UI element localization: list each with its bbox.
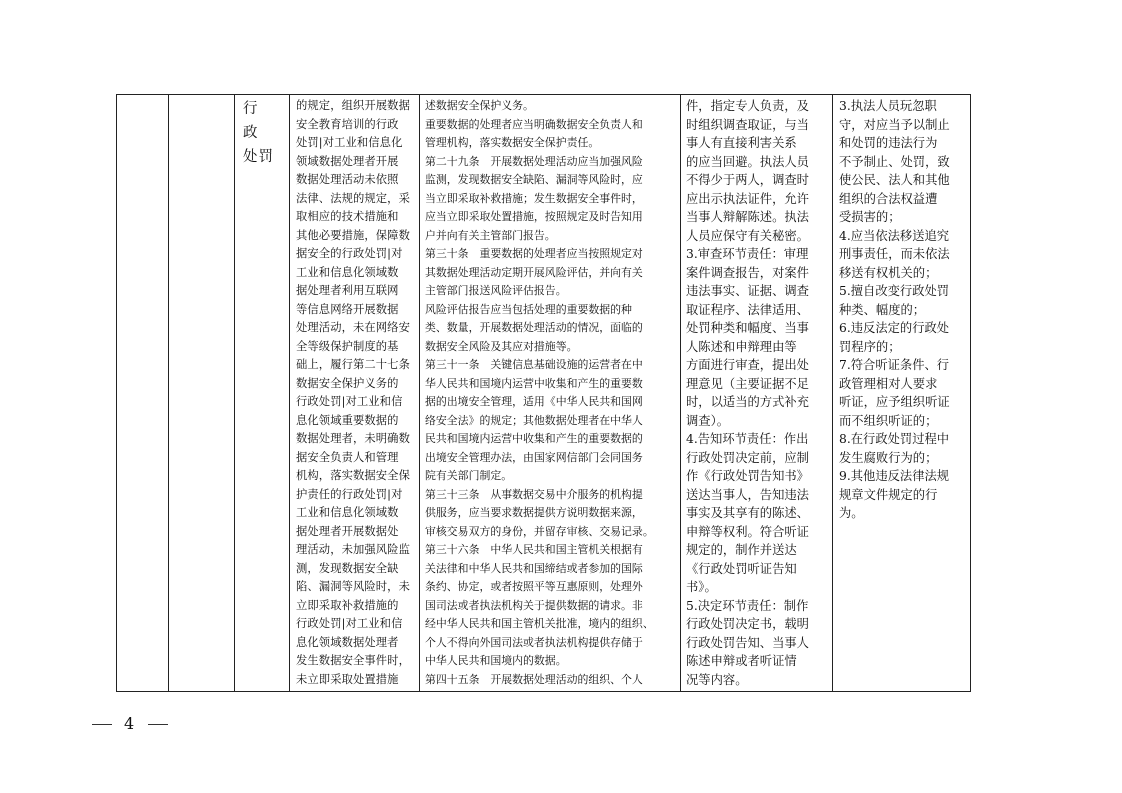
legal-basis-text: 述数据安全保护义务。 重要数据的处理者应当明确数据安全负责人和 管理机构，落实数据安全保护责任。 第二十九条 开展数据处理活动应当加强风险 监测，发现数据安全缺陷、漏洞等风险时，应 当立即采取补救措施；发生数据安全事件时， 应当立即采取处置措施，按照规定及时告知用 户并向有关主管部门报告。 第三十条 重要数据的处理者应当按照规定对 其数据处理活动定期开展风险评估，并向有关 主管部门报送风险评估报告。 风险评估报告应当包括处理的重要数据的种 类、数量，开展数据处理活动的情况，面临的 数据安全风险及其应对措施等。 第三十一条 关键信息基础设施的运营者在中 华人民共和国境内运营中收集和产生的重要数 据的出境安全管理，适用《中华人民共和国网 络安全法》的规定；其他数据处理者在中华人 民共和国境内运营中收集和产生的重要数据的 出境安全管理办法，由国家网信部门会同国务 院有关部门制定。 第三十三条 从事数据交易中介服务的机构提 供服务，应当要求数据提供方说明数据来源， 审核交易双方的身份，并留存审核、交易记录。 第三十六条 中华人民共和国主管机关根据有 关法律和中华人民共和国缔结或者参加的国际 条约、协定，或者按照平等互惠原则，处理外 国司法或者执法机构关于提供数据的请求。非 经中华人民共和国主管机关批准，境内的组织、 个人不得向外国司法或者执法机构提供存储于 中华人民共和国境内的数据。 第四十五条 开展数据处理活动的组织、个人 <box>425 99 654 686</box>
column-divider <box>680 95 681 691</box>
power-name-cell <box>293 95 415 691</box>
column-divider <box>234 95 235 691</box>
power-type-label: 行 政 处罚 <box>243 101 274 165</box>
power-name-text: 的规定，组织开展数据 安全教育培训的行政 处罚|对工业和信息化 领域数据处理者开展 数据处理活动未依照 法律、法规的规定，采 取相应的技术措施和 其他必要措施，保障数 据安全的行政处罚|对 工业和信息化领域数 据处理者利用互联网 等信息网络开展数据 处理活动，未在网络安 全等级保护制度的基 础上，履行第二十七条 数据安全保护义务的 行政处罚|对工业和信 息化领域重要数据的 数据处理者，未明确数 据安全负责人和管理 机构，落实数据安全保 护责任的行政处罚|对 工业和信息化领域数 据处理者开展数据处 理活动，未加强风险监 测，发现数据安全缺 陷、漏洞等风险时，未 立即采取补救措施的 行政处罚|对工业和信 息化领域数据处理者 发生数据安全事件时， 未立即采取处置措施 <box>296 99 410 686</box>
column-divider <box>168 95 169 691</box>
page-footer <box>92 714 168 733</box>
power-type-cell <box>240 95 286 691</box>
column-divider <box>832 95 833 691</box>
column-divider <box>289 95 290 691</box>
page-number: 4 <box>124 714 137 733</box>
footer-dash <box>92 724 112 725</box>
responsibility-text: 件，指定专人负责，及 时组织调查取证，与当 事人有直接利害关系 的应当回避。执法人员 不得少于两人，调查时 应出示执法证件，允许 当事人辩解陈述。执法 人员应保守有关秘密。 3.审查环节责任：审理 案件调查报告，对案件 违法事实、证据、调查 取证程序、法律适用、 处罚种类和幅度、当事 人陈述和申辩理由等 方面进行审查，提出处 理意见（主要证据不足 时，以适当的方式补充 调查）。 4.告知环节责任：作出 行政处罚决定前，应制 作《行政处罚告知书》 送达当事人，告知违法 事实及其享有的陈述、 申辩等权利。符合听证 规定的，制作并送达 《行政处罚听证告知 书》。 5.决定环节责任：制作 行政处罚决定书，载明 行政处罚告知、当事人 陈述申辩或者听证情 况等内容。 <box>686 99 809 687</box>
accountability-cell <box>836 95 970 691</box>
regulation-table <box>116 94 971 692</box>
accountability-text: 3.执法人员玩忽职 守，对应当予以制止 和处罚的违法行为 不予制止、处罚，致 使公民、法人和其他 组织的合法权益遭 受损害的； 4.应当依法移送追究 刑事责任，而未依法 移送有权机关的； 5.擅自改变行政处罚 种类、幅度的； 6.违反法定的行政处 罚程序的； 7.符合听证条件、行 政管理相对人要求 听证，应予组织听证 而不组织听证的； 8.在行政处罚过程中 发生腐败行为的； 9.其他违反法律法规 规章文件规定的行 为。 <box>839 99 950 520</box>
legal-basis-cell <box>422 95 678 691</box>
responsibility-cell <box>683 95 831 691</box>
column-divider <box>419 95 420 691</box>
footer-dash <box>148 724 168 725</box>
